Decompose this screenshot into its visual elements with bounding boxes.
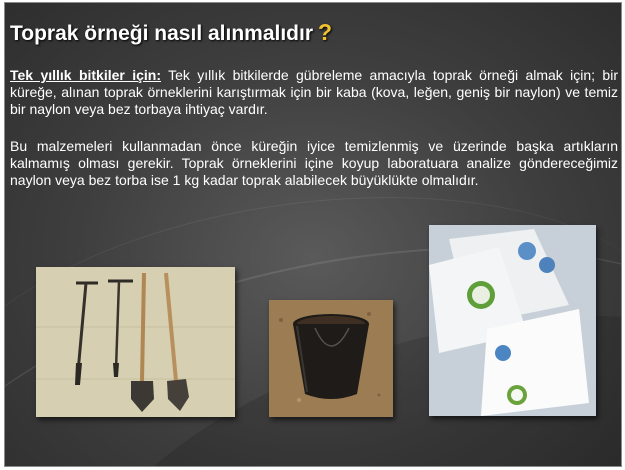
shovels-illustration xyxy=(36,267,235,417)
slide-body xyxy=(10,67,618,208)
slide xyxy=(4,2,622,467)
paragraph-2: Bu malzemeleri kullanmadan önce küreğin iyice temizlenmiş ve üzerinde başka artıkların kalmamış olması gerekir. Toprak örneklerini içine koyup laboratuara analize göndereceğimiz naylon veya bez torba ise 1 kg kadar toprak alabilecek büyüklükte olmalıdır. xyxy=(10,137,618,189)
paragraph-1-lead: Tek yıllık bitkiler için: xyxy=(10,67,161,83)
question-mark: ? xyxy=(318,19,333,45)
slide-title xyxy=(10,19,332,46)
sample-bags-photo xyxy=(429,225,596,416)
paragraph-1-text: Tek yıllık bitkilerde gübreleme amacıyla toprak örneği almak için; bir küreğe, alınan toprak örneklerini karıştırmak için bir kaba (kova, leğen, geniş bir naylon) ve temiz bir naylon veya bez torbaya ihtiyaç vardır. xyxy=(10,67,618,118)
bucket-of-soil-photo xyxy=(269,300,393,417)
bags-illustration xyxy=(429,225,596,416)
shovels-photo xyxy=(36,267,235,417)
slide-title-text: Toprak örneği nasıl alınmalıdır xyxy=(10,22,314,45)
bucket-illustration xyxy=(269,300,393,417)
paragraph-1 xyxy=(10,67,618,119)
